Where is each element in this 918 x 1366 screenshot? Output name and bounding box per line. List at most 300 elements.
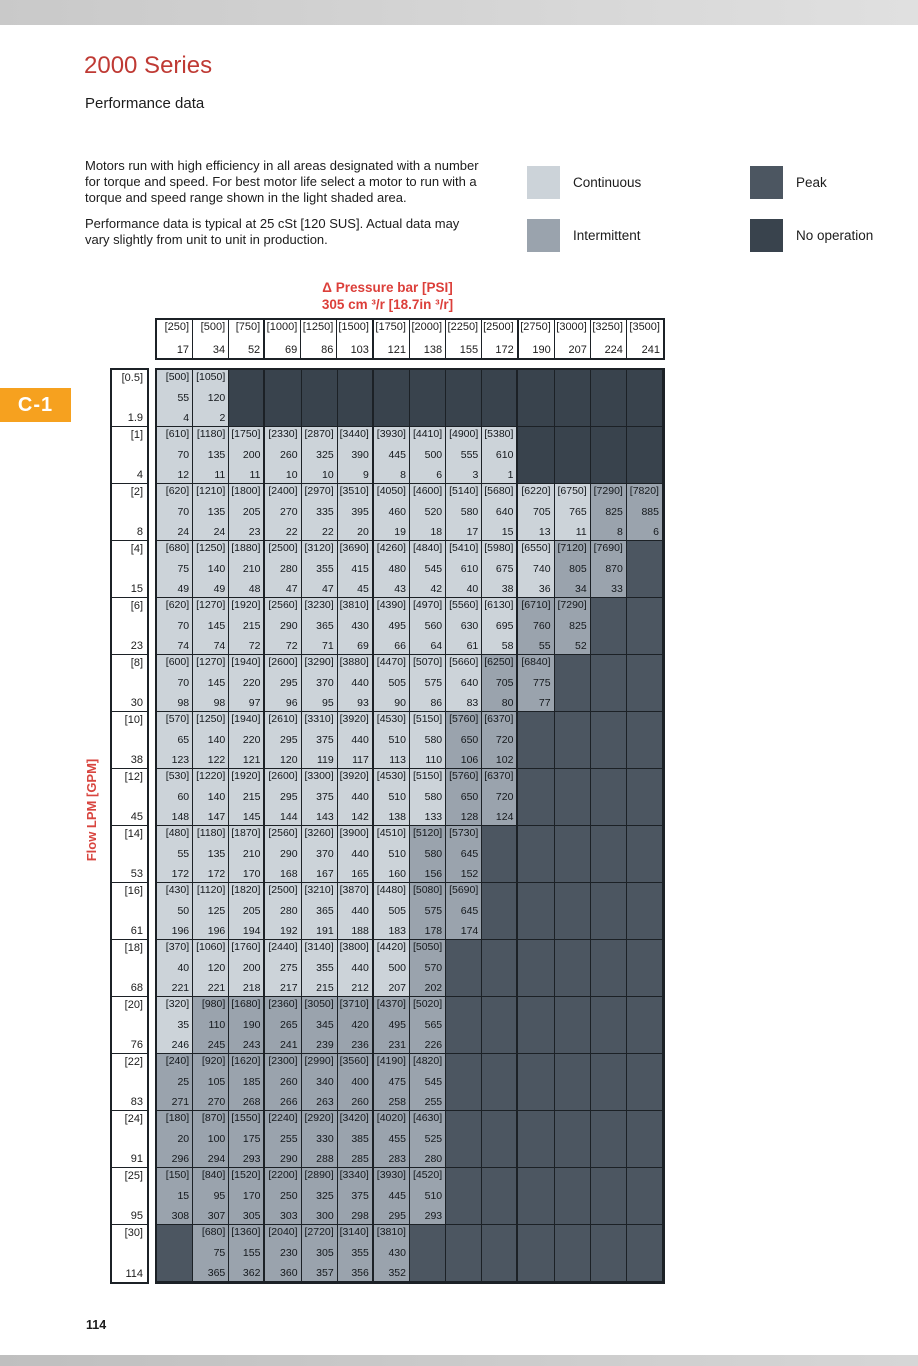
cell-speed-rpm: 90: [394, 697, 406, 709]
col-header-cell: [482, 320, 519, 358]
cell-speed-rpm: 124: [495, 811, 514, 823]
data-cell: [229, 370, 265, 427]
cell-torque-nm: 365: [316, 619, 334, 632]
cell-torque-inlb: [3710]: [339, 998, 369, 1010]
data-cell: [482, 826, 518, 883]
cell-speed-rpm: 55: [538, 640, 551, 652]
cell-torque-nm: 760: [533, 619, 551, 632]
cell-torque-nm: 870: [605, 562, 623, 575]
col-header-cell: [301, 320, 337, 358]
cell-torque-nm: 200: [242, 448, 261, 461]
row-header-cell: [112, 769, 147, 826]
col-header-cell: [265, 320, 301, 358]
cell-torque-inlb: [3920]: [339, 713, 369, 725]
row-gpm: [4]: [130, 543, 143, 555]
cell-torque-nm: 50: [177, 904, 190, 917]
cell-torque-nm: 415: [351, 562, 369, 575]
cell-torque-inlb: [4530]: [376, 770, 406, 782]
cell-torque-inlb: [4480]: [376, 884, 406, 896]
cell-torque-nm: 200: [242, 961, 261, 974]
data-cell: [627, 655, 663, 712]
cell-torque-inlb: [7290]: [557, 599, 587, 611]
cell-speed-rpm: 290: [280, 1153, 298, 1165]
cell-speed-rpm: 356: [351, 1267, 369, 1279]
row-gpm: [2]: [130, 486, 143, 498]
data-cell: [265, 1168, 301, 1225]
data-cell: [229, 655, 265, 712]
cell-torque-inlb: [4370]: [376, 998, 406, 1010]
cell-speed-rpm: 170: [242, 868, 261, 880]
data-cell: [157, 1054, 193, 1111]
data-cell: [518, 427, 554, 484]
data-cell: [518, 826, 554, 883]
col-bar: 138: [423, 344, 443, 356]
legend-item-no-operation: [750, 219, 873, 252]
cell-speed-rpm: 156: [424, 868, 443, 880]
col-psi: [2750]: [520, 321, 551, 333]
cell-torque-inlb: [3310]: [304, 713, 334, 725]
cell-torque-inlb: [240]: [165, 1055, 190, 1067]
cell-torque-nm: 70: [177, 505, 190, 518]
page-number: 114: [86, 1318, 107, 1332]
data-cell: [555, 541, 591, 598]
cell-speed-rpm: 61: [466, 640, 479, 652]
cell-speed-rpm: 80: [501, 697, 514, 709]
row-gpm: [12]: [124, 771, 143, 783]
data-cell: [157, 997, 193, 1054]
cell-torque-inlb: [5150]: [412, 713, 443, 725]
cell-speed-rpm: 47: [285, 583, 298, 595]
data-cell: [482, 940, 518, 997]
data-cell: [591, 427, 627, 484]
cell-torque-nm: 520: [424, 505, 443, 518]
cell-torque-nm: 440: [351, 904, 369, 917]
cell-speed-rpm: 148: [171, 811, 190, 823]
data-cell: [446, 826, 482, 883]
data-cell: [410, 1111, 446, 1168]
cell-torque-nm: 505: [388, 676, 406, 689]
cell-speed-rpm: 52: [575, 640, 587, 652]
row-gpm: [10]: [124, 714, 143, 726]
data-cell: [627, 1111, 663, 1168]
data-cell: [157, 1111, 193, 1168]
cell-speed-rpm: 45: [357, 583, 369, 595]
cell-speed-rpm: 294: [207, 1153, 226, 1165]
cell-speed-rpm: 236: [351, 1039, 369, 1051]
cell-speed-rpm: 98: [177, 697, 190, 709]
cell-torque-nm: 375: [351, 1189, 369, 1202]
page-bottom-bar: [0, 1355, 918, 1366]
col-psi: [1250]: [302, 321, 334, 333]
cell-torque-nm: 260: [280, 1075, 298, 1088]
row-lpm: 4: [136, 469, 143, 481]
cell-torque-nm: 370: [316, 676, 334, 689]
data-cell: [302, 370, 338, 427]
col-psi: [2000]: [411, 321, 443, 333]
data-cell: [627, 940, 663, 997]
cell-torque-nm: 370: [316, 847, 334, 860]
cell-torque-nm: 305: [316, 1246, 334, 1259]
row-gpm: [25]: [124, 1170, 143, 1182]
data-cell: [302, 997, 338, 1054]
cell-speed-rpm: 128: [460, 811, 479, 823]
cell-torque-nm: 190: [242, 1018, 261, 1031]
cell-speed-rpm: 266: [280, 1096, 298, 1108]
cell-torque-nm: 70: [177, 619, 190, 632]
cell-torque-inlb: [1920]: [231, 599, 261, 611]
data-cell: [229, 997, 265, 1054]
cell-torque-inlb: [4020]: [376, 1112, 406, 1124]
cell-torque-nm: 35: [177, 1018, 190, 1031]
data-cell: [338, 427, 374, 484]
cell-torque-nm: 480: [388, 562, 406, 575]
cell-speed-rpm: 40: [466, 583, 479, 595]
cell-torque-inlb: [3440]: [339, 428, 369, 440]
cell-torque-nm: 510: [424, 1189, 443, 1202]
cell-speed-rpm: 6: [653, 526, 659, 538]
cell-torque-inlb: [1270]: [196, 599, 226, 611]
data-cell: [374, 427, 410, 484]
col-psi: [2500]: [483, 321, 514, 333]
row-lpm: 15: [130, 583, 143, 595]
data-cell: [338, 712, 374, 769]
cell-torque-inlb: [1520]: [231, 1169, 261, 1181]
cell-speed-rpm: 71: [322, 640, 334, 652]
data-cell: [229, 598, 265, 655]
data-cell: [374, 769, 410, 826]
cell-speed-rpm: 93: [357, 697, 369, 709]
col-psi: [1500]: [338, 321, 369, 333]
col-header-cell: [157, 320, 193, 358]
data-cell: [518, 541, 554, 598]
cell-speed-rpm: 58: [501, 640, 514, 652]
data-cell: [627, 1168, 663, 1225]
data-cell: [157, 712, 193, 769]
pressure-axis-line1: Δ Pressure bar [PSI]: [322, 280, 453, 295]
data-cell: [518, 712, 554, 769]
cell-speed-rpm: 47: [322, 583, 334, 595]
cell-speed-rpm: 307: [207, 1210, 226, 1222]
cell-speed-rpm: 110: [425, 754, 443, 766]
data-cell: [518, 370, 554, 427]
cell-torque-nm: 215: [242, 619, 261, 632]
data-cell: [555, 484, 591, 541]
cell-torque-nm: 650: [460, 733, 479, 746]
data-cell: [410, 769, 446, 826]
page-subtitle: Performance data: [85, 95, 205, 112]
cell-speed-rpm: 167: [316, 868, 334, 880]
cell-speed-rpm: 243: [242, 1039, 261, 1051]
cell-torque-inlb: [840]: [201, 1169, 226, 1181]
cell-speed-rpm: 72: [248, 640, 261, 652]
data-cell: [302, 427, 338, 484]
data-cell: [482, 1225, 518, 1282]
row-header-cell: [112, 427, 147, 484]
cell-torque-nm: 135: [207, 847, 226, 860]
data-cell: [591, 484, 627, 541]
data-cell: [410, 370, 446, 427]
cell-torque-inlb: [3930]: [376, 428, 406, 440]
cell-torque-nm: 140: [207, 790, 226, 803]
data-cell: [265, 940, 301, 997]
col-bar: 69: [285, 344, 298, 356]
cell-torque-nm: 260: [280, 448, 298, 461]
data-cell: [627, 598, 663, 655]
cell-speed-rpm: 296: [171, 1153, 190, 1165]
cell-torque-nm: 475: [388, 1075, 406, 1088]
data-cell: [265, 997, 301, 1054]
cell-torque-inlb: [2300]: [268, 1055, 298, 1067]
cell-speed-rpm: 212: [351, 982, 369, 994]
data-cell: [374, 940, 410, 997]
data-cell: [157, 1168, 193, 1225]
data-cell: [193, 484, 229, 541]
col-header-cell: [446, 320, 482, 358]
col-psi: [3500]: [629, 321, 660, 333]
data-cell: [555, 370, 591, 427]
col-header-cell: [410, 320, 446, 358]
cell-speed-rpm: 270: [207, 1096, 226, 1108]
data-cell: [265, 484, 301, 541]
cell-torque-inlb: [3560]: [339, 1055, 369, 1067]
data-cell: [229, 1054, 265, 1111]
cell-torque-nm: 275: [280, 961, 298, 974]
cell-torque-nm: 340: [316, 1075, 334, 1088]
data-cell: [482, 1168, 518, 1225]
cell-torque-inlb: [2720]: [304, 1226, 334, 1238]
cell-speed-rpm: 36: [538, 583, 551, 595]
data-cell: [338, 997, 374, 1054]
data-cell: [627, 712, 663, 769]
cell-speed-rpm: 122: [207, 754, 226, 766]
cell-speed-rpm: 22: [285, 526, 298, 538]
data-cell: [193, 370, 229, 427]
flow-axis-label: Flow LPM [GPM]: [84, 758, 99, 862]
data-cell: [265, 769, 301, 826]
cell-torque-inlb: [5680]: [484, 485, 514, 497]
data-cell: [229, 484, 265, 541]
data-cell: [265, 826, 301, 883]
cell-torque-nm: 70: [177, 676, 190, 689]
data-cell: [193, 940, 229, 997]
data-cell: [446, 883, 482, 940]
col-header-cell: [337, 320, 374, 358]
data-cell: [302, 826, 338, 883]
data-cell: [374, 484, 410, 541]
cell-speed-rpm: 1: [507, 469, 514, 481]
cell-speed-rpm: 362: [242, 1267, 261, 1279]
data-cell: [446, 1225, 482, 1282]
data-cell: [302, 598, 338, 655]
data-cell: [338, 1225, 374, 1282]
data-cell: [229, 1225, 265, 1282]
row-gpm: [1]: [130, 429, 143, 441]
cell-torque-inlb: [5050]: [412, 941, 443, 953]
cell-torque-inlb: [6130]: [484, 599, 514, 611]
col-bar: 103: [350, 344, 369, 356]
row-gpm: [8]: [130, 657, 143, 669]
data-cell: [518, 1225, 554, 1282]
data-cell: [591, 541, 627, 598]
data-cell: [482, 484, 518, 541]
data-cell: [193, 1225, 229, 1282]
data-cell: [591, 769, 627, 826]
cell-speed-rpm: 19: [394, 526, 406, 538]
cell-speed-rpm: 280: [424, 1153, 443, 1165]
data-cell: [555, 940, 591, 997]
cell-torque-inlb: [3690]: [339, 542, 369, 554]
cell-torque-nm: 325: [316, 448, 334, 461]
row-header-cell: [112, 883, 147, 940]
cell-torque-inlb: [2400]: [268, 485, 298, 497]
cell-speed-rpm: 191: [316, 925, 334, 937]
cell-torque-nm: 510: [388, 847, 406, 860]
cell-torque-nm: 580: [424, 733, 443, 746]
cell-torque-inlb: [870]: [201, 1112, 226, 1124]
cell-speed-rpm: 260: [351, 1096, 369, 1108]
cell-torque-inlb: [430]: [165, 884, 190, 896]
data-cell: [338, 1054, 374, 1111]
legend-item-peak: [750, 166, 827, 199]
data-cell: [410, 598, 446, 655]
cell-speed-rpm: 123: [171, 754, 190, 766]
cell-speed-rpm: 42: [430, 583, 443, 595]
data-cell: [157, 598, 193, 655]
row-lpm: 83: [130, 1096, 143, 1108]
data-cell: [446, 655, 482, 712]
data-cell: [265, 598, 301, 655]
data-cell: [591, 883, 627, 940]
cell-torque-inlb: [3420]: [339, 1112, 369, 1124]
cell-torque-nm: 505: [388, 904, 406, 917]
cell-speed-rpm: 6: [436, 469, 443, 481]
cell-speed-rpm: 96: [285, 697, 298, 709]
data-cell: [482, 598, 518, 655]
row-header-cell: [112, 1111, 147, 1168]
cell-torque-nm: 545: [424, 1075, 443, 1088]
cell-torque-nm: 720: [495, 733, 514, 746]
cell-torque-inlb: [530]: [165, 770, 190, 782]
cell-torque-inlb: [320]: [165, 998, 190, 1010]
cell-torque-inlb: [4510]: [376, 827, 406, 839]
row-header-cell: [112, 1168, 147, 1225]
cell-torque-inlb: [3290]: [304, 656, 334, 668]
data-cell: [302, 1111, 338, 1168]
data-cell: [338, 940, 374, 997]
data-cell: [302, 712, 338, 769]
cell-torque-nm: 440: [351, 847, 369, 860]
cell-torque-nm: 440: [351, 676, 369, 689]
cell-speed-rpm: 95: [322, 697, 334, 709]
cell-torque-nm: 220: [242, 733, 261, 746]
row-lpm: 95: [130, 1210, 143, 1222]
data-cell: [265, 427, 301, 484]
cell-speed-rpm: 298: [351, 1210, 369, 1222]
cell-torque-nm: 610: [460, 562, 479, 575]
cell-torque-inlb: [5410]: [449, 542, 479, 554]
data-cell: [627, 1054, 663, 1111]
cell-torque-nm: 125: [207, 904, 226, 917]
data-cell: [627, 427, 663, 484]
data-cell: [265, 1225, 301, 1282]
cell-torque-nm: 290: [280, 847, 298, 860]
cell-torque-inlb: [5150]: [412, 770, 443, 782]
col-psi: [1750]: [375, 321, 406, 333]
cell-torque-nm: 75: [213, 1246, 226, 1259]
row-header-cell: [112, 370, 147, 427]
cell-torque-nm: 295: [280, 676, 298, 689]
cell-torque-inlb: [1220]: [196, 770, 226, 782]
cell-torque-nm: 570: [424, 961, 443, 974]
cell-torque-inlb: [2040]: [268, 1226, 298, 1238]
cell-torque-inlb: [2440]: [268, 941, 298, 953]
cell-speed-rpm: 202: [424, 982, 443, 994]
cell-torque-nm: 640: [460, 676, 479, 689]
cell-torque-inlb: [620]: [165, 485, 190, 497]
data-cell: [338, 826, 374, 883]
intermittent-swatch: [527, 219, 560, 252]
cell-torque-nm: 560: [424, 619, 443, 632]
cell-speed-rpm: 172: [207, 868, 226, 880]
cell-torque-nm: 445: [388, 1189, 406, 1202]
row-header-cell: [112, 712, 147, 769]
cell-torque-inlb: [3300]: [304, 770, 334, 782]
col-bar: 155: [459, 344, 479, 356]
cell-torque-inlb: [4190]: [376, 1055, 406, 1067]
cell-torque-inlb: [4820]: [412, 1055, 443, 1067]
intro-paragraph-2: Performance data is typical at 25 cSt [120 SUS]. Actual data may vary slightly from unit to unit in production.: [85, 216, 460, 247]
cell-speed-rpm: 221: [207, 982, 226, 994]
data-cell: [446, 940, 482, 997]
data-cell: [229, 1168, 265, 1225]
cell-torque-inlb: [610]: [165, 428, 190, 440]
cell-torque-nm: 290: [280, 619, 298, 632]
cell-speed-rpm: 11: [575, 526, 587, 538]
col-header-cell: [374, 320, 410, 358]
cell-torque-nm: 575: [424, 904, 443, 917]
cell-torque-inlb: [1180]: [196, 827, 226, 839]
cell-torque-inlb: [7820]: [629, 485, 659, 497]
cell-torque-nm: 25: [177, 1075, 190, 1088]
cell-torque-nm: 495: [388, 1018, 406, 1031]
cell-torque-nm: 445: [388, 448, 406, 461]
cell-torque-inlb: [2970]: [304, 485, 334, 497]
cell-torque-nm: 375: [316, 790, 334, 803]
cell-speed-rpm: 64: [430, 640, 443, 652]
legend-label: No operation: [796, 228, 874, 243]
cell-torque-inlb: [4600]: [412, 485, 443, 497]
col-bar: 207: [568, 344, 587, 356]
cell-torque-nm: 55: [177, 847, 190, 860]
data-cell: [229, 883, 265, 940]
data-cell: [302, 769, 338, 826]
cell-speed-rpm: 188: [351, 925, 369, 937]
col-bar: 52: [247, 344, 261, 356]
cell-speed-rpm: 138: [388, 811, 406, 823]
cell-speed-rpm: 102: [495, 754, 514, 766]
data-cell: [302, 541, 338, 598]
data-grid: [155, 368, 665, 1284]
cell-speed-rpm: 12: [177, 469, 190, 481]
col-bar: 241: [641, 344, 660, 356]
cell-torque-inlb: [370]: [165, 941, 190, 953]
data-cell: [302, 1168, 338, 1225]
data-cell: [265, 541, 301, 598]
cell-speed-rpm: 11: [214, 469, 226, 481]
cell-torque-inlb: [150]: [165, 1169, 190, 1181]
cell-speed-rpm: 246: [171, 1039, 190, 1051]
cell-torque-nm: 330: [316, 1132, 334, 1145]
